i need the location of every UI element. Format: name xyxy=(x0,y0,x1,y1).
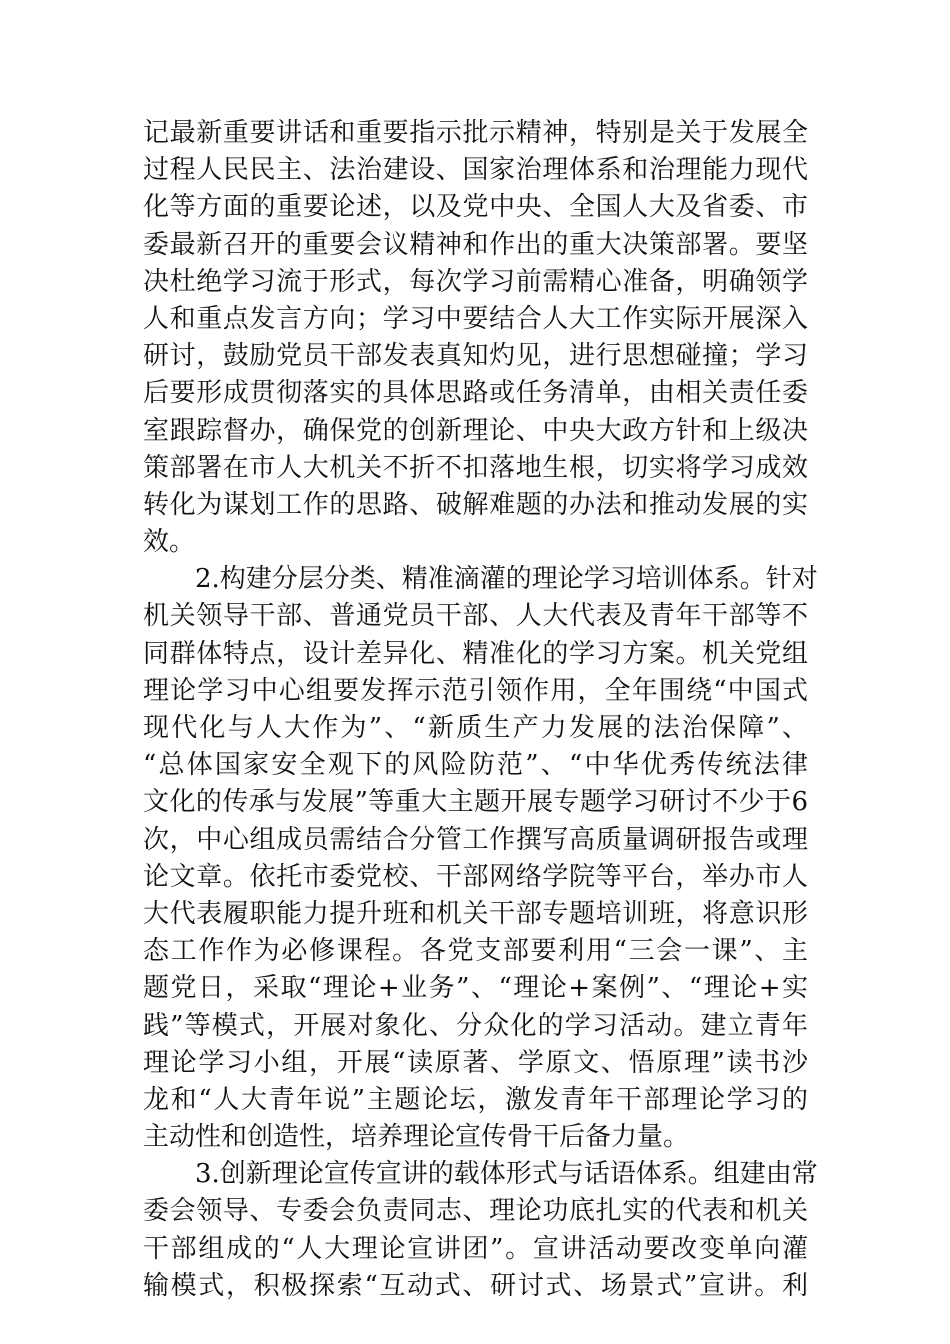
paragraph-first-line: 2.构建分层分类、精准滴灌的理论学习培训体系。针对 xyxy=(195,564,818,595)
text-line: 输模式，积极探索“互动式、研讨式、场景式”宣讲。利 xyxy=(143,1270,808,1301)
text-line: 题党日，采取“理论+业务”、“理论+案例”、“理论+实 xyxy=(143,973,808,1004)
text-line: 机关领导干部、普通党员干部、人大代表及青年干部等不 xyxy=(143,601,808,632)
text-line: 室跟踪督办，确保党的创新理论、中央大政方针和上级决 xyxy=(143,415,808,446)
text-line: 同群体特点，设计差异化、精准化的学习方案。机关党组 xyxy=(143,638,808,669)
text-line: 大代表履职能力提升班和机关干部专题培训班，将意识形 xyxy=(143,898,808,929)
text-line: 决杜绝学习流于形式，每次学习前需精心准备，明确领学 xyxy=(143,266,808,297)
text-line: 践”等模式，开展对象化、分众化的学习活动。建立青年 xyxy=(143,1010,808,1041)
paragraph-1 xyxy=(143,115,808,561)
text-line: 主动性和创造性，培养理论宣传骨干后备力量。 xyxy=(143,1122,690,1153)
text-line: 后要形成贯彻落实的具体思路或任务清单，由相关责任委 xyxy=(143,378,808,409)
text-line: 效。 xyxy=(143,527,196,558)
text-line: 委最新召开的重要会议精神和作出的重大决策部署。要坚 xyxy=(143,229,808,260)
text-line: 过程人民民主、法治建设、国家治理体系和治理能力现代 xyxy=(143,155,808,186)
text-line: 策部署在市人大机关不折不扣落地生根，切实将学习成效 xyxy=(143,452,808,483)
text-line: 态工作作为必修课程。各党支部要利用“三会一课”、主 xyxy=(143,936,808,967)
document-body xyxy=(143,115,818,1305)
text-line: 干部组成的“人大理论宣讲团”。宣讲活动要改变单向灌 xyxy=(143,1233,808,1264)
text-line: 现代化与人大作为”、“新质生产力发展的法治保障”、 xyxy=(143,713,808,743)
text-line: 理论学习小组，开展“读原著、学原文、悟原理”读书沙 xyxy=(143,1047,808,1078)
text-line: 转化为谋划工作的思路、破解难题的办法和推动发展的实 xyxy=(143,489,808,520)
text-line: 记最新重要讲话和重要指示批示精神，特别是关于发展全 xyxy=(143,118,808,148)
paragraph-3 xyxy=(143,1156,818,1305)
text-line: 化等方面的重要论述，以及党中央、全国人大及省委、市 xyxy=(143,192,808,223)
text-line: 次，中心组成员需结合分管工作撰写高质量调研报告或理 xyxy=(143,824,808,855)
paragraph-first-line: 3.创新理论宣传宣讲的载体形式与话语体系。组建由常 xyxy=(195,1159,818,1190)
text-line: “总体国家安全观下的风险防范”、“中华优秀传统法律 xyxy=(143,750,808,781)
text-line: 论文章。依托市委党校、干部网络学院等平台，举办市人 xyxy=(143,861,808,892)
paragraph-2 xyxy=(143,561,818,1156)
text-line: 龙和“人大青年说”主题论坛，激发青年干部理论学习的 xyxy=(143,1084,808,1115)
text-line: 委会领导、专委会负责同志、理论功底扎实的代表和机关 xyxy=(143,1196,808,1227)
text-line: 理论学习中心组要发挥示范引领作用，全年围绕“中国式 xyxy=(143,675,808,706)
text-line: 研讨，鼓励党员干部发表真知灼见，进行思想碰撞；学习 xyxy=(143,341,808,372)
text-line: 文化的传承与发展”等重大主题开展专题学习研讨不少于6 xyxy=(143,787,808,818)
text-line: 人和重点发言方向；学习中要结合人大工作实际开展深入 xyxy=(143,303,808,334)
